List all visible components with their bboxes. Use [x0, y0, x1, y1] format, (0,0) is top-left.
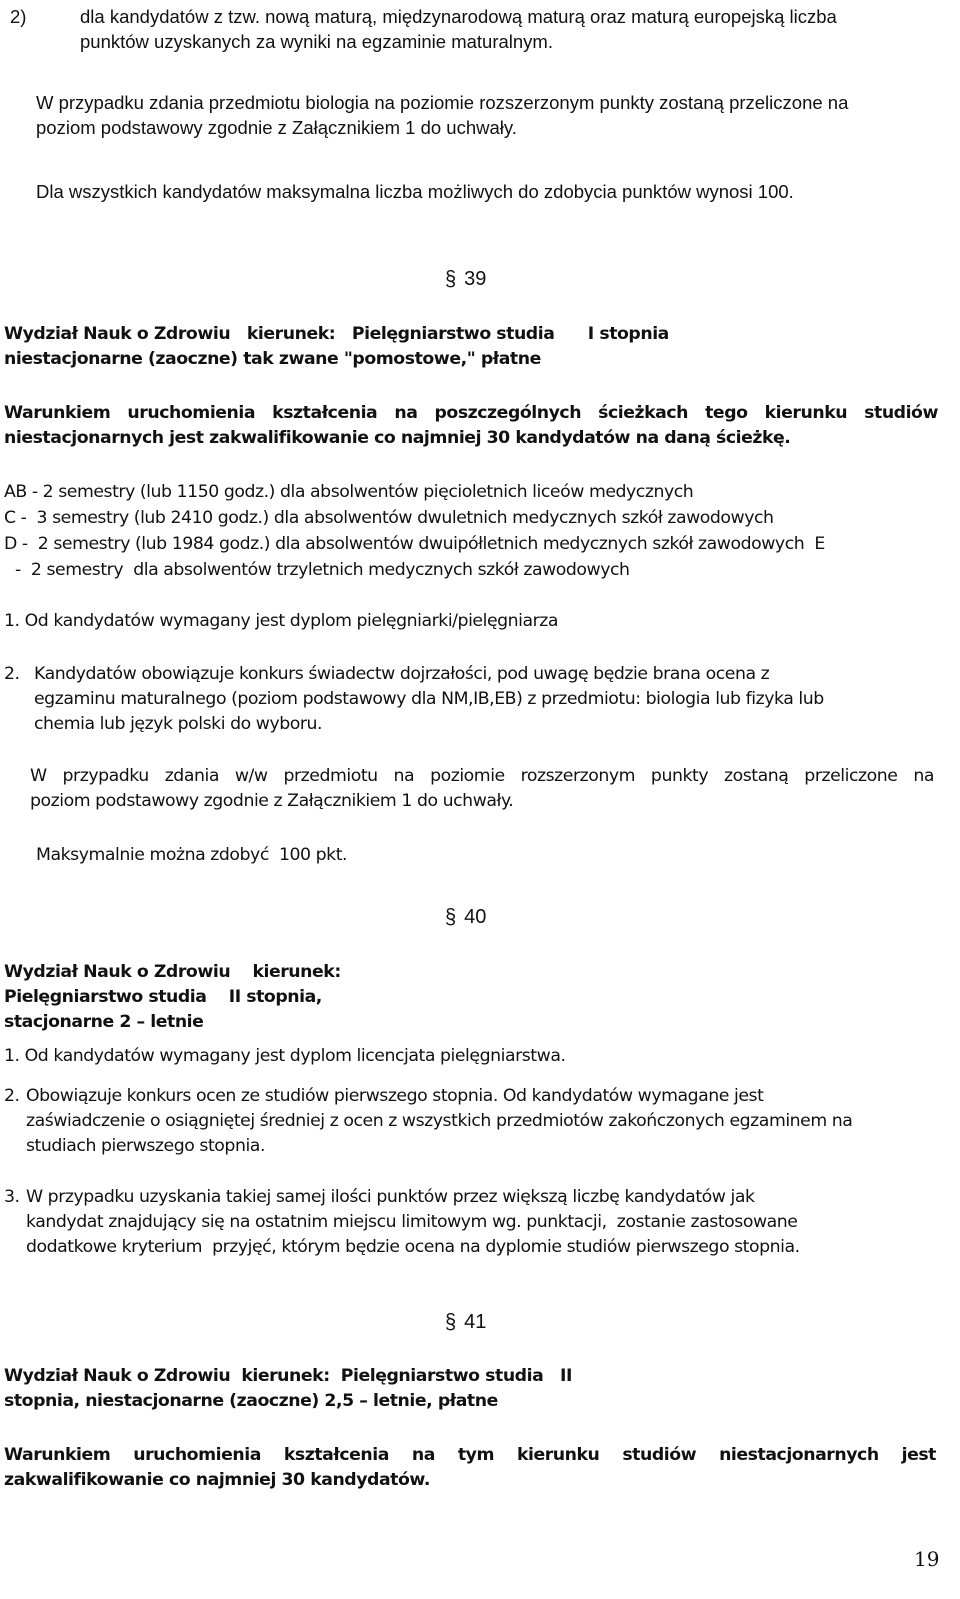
section-40-point-2	[4, 1084, 940, 1159]
section-number: 41	[464, 1311, 487, 1333]
conversion-line-1: W przypadku zdania w/w przedmiotu na poziomie rozszerzonym punkty zostaną przeliczone na	[30, 766, 934, 786]
path-e: - 2 semestry dla absolwentów trzyletnich medycznych szkół zawodowych	[10, 560, 630, 580]
point-2-line-1: Kandydatów obowiązuje konkurs świadectw dojrzałości, pod uwagę będzie brana ocena z	[34, 664, 770, 684]
section-40-heading	[4, 960, 425, 1035]
point-3-number: 3.	[4, 1187, 20, 1207]
section-41-heading	[4, 1364, 664, 1414]
heading-line-1: Wydział Nauk o Zdrowiu kierunek: Pielęgniarstwo studia I stopnia	[4, 324, 669, 344]
condition-line-2: zakwalifikowanie co najmniej 30 kandydatów.	[4, 1470, 430, 1490]
biology-note-line-1: W przypadku zdania przedmiotu biologia na poziomie rozszerzonym punkty zostaną przeliczone na	[36, 92, 849, 113]
point-2-number: 2.	[4, 1086, 20, 1106]
section-39-heading	[4, 322, 944, 372]
point-2-number: 2.	[4, 664, 20, 684]
point-3-line-2: kandydat znajdujący się na ostatnim miejscu limitowym wg. punktacji, zostanie zastosowane	[26, 1212, 798, 1232]
section-39-max-points: Maksymalnie można zdobyć 100 pkt.	[36, 845, 348, 865]
point-3-line-1: W przypadku uzyskania takiej samej ilości punktów przez większą liczbę kandydatów jak	[26, 1187, 755, 1207]
section-41-marker	[445, 1311, 486, 1334]
item-2	[10, 4, 938, 54]
section-39-marker	[445, 268, 486, 291]
path-d: D - 2 semestry (lub 1984 godz.) dla absolwentów dwuipółletnich medycznych szkół zawodowych E	[4, 534, 825, 554]
conversion-line-2: poziom podstawowy zgodnie z Załącznikiem 1 do uchwały.	[30, 791, 514, 811]
point-2-line-3: studiach pierwszego stopnia.	[26, 1136, 265, 1156]
point-2-line-2: egzaminu maturalnego (poziom podstawowy dla NM,IB,EB) z przedmiotu: biologia lub fizyka lub	[34, 689, 824, 709]
section-39-point-2	[4, 662, 944, 737]
heading-line-2: niestacjonarne (zaoczne) tak zwane "pomostowe," płatne	[4, 349, 541, 369]
path-ab: AB - 2 semestry (lub 1150 godz.) dla absolwentów pięcioletnich liceów medycznych	[4, 482, 694, 502]
section-41-condition	[4, 1443, 936, 1493]
heading-line-2: Pielęgniarstwo studia II stopnia,	[4, 987, 322, 1007]
page-number: 19	[914, 1547, 940, 1571]
section-number: 40	[464, 906, 487, 928]
heading-line-3: stacjonarne 2 – letnie	[4, 1012, 204, 1032]
section-39-point-1: 1. Od kandydatów wymagany jest dyplom pielęgniarki/pielęgniarza	[4, 611, 559, 631]
condition-line-2: niestacjonarnych jest zakwalifikowanie co najmniej 30 kandydatów na daną ścieżkę.	[4, 428, 791, 448]
section-symbol-icon: §	[445, 267, 457, 291]
heading-line-1: Wydział Nauk o Zdrowiu kierunek:	[4, 962, 341, 982]
item-2-number: 2)	[10, 6, 27, 27]
biology-note-line-2: poziom podstawowy zgodnie z Załącznikiem 1 do uchwały.	[36, 117, 517, 138]
point-2-line-2: zaświadczenie o osiągniętej średniej z ocen z wszystkich przedmiotów zakończonych egzaminem na	[26, 1111, 853, 1131]
heading-line-1: Wydział Nauk o Zdrowiu kierunek: Pielęgniarstwo studia II	[4, 1366, 572, 1386]
point-3-line-3: dodatkowe kryterium przyjęć, którym będzie ocena na dyplomie studiów pierwszego stopnia.	[26, 1237, 800, 1257]
section-40-point-1: 1. Od kandydatów wymagany jest dyplom licencjata pielęgniarstwa.	[4, 1046, 566, 1066]
section-39-paths	[4, 479, 825, 583]
max-points-note: Dla wszystkich kandydatów maksymalna liczba możliwych do zdobycia punktów wynosi 100.	[36, 181, 794, 202]
section-40-marker	[445, 906, 486, 929]
item-2-line-2: punktów uzyskanych za wyniki na egzaminie maturalnym.	[80, 31, 553, 52]
section-39-condition	[4, 401, 938, 451]
biology-note	[36, 90, 940, 140]
section-40-point-3	[4, 1185, 940, 1260]
condition-line-1: Warunkiem uruchomienia kształcenia na tym kierunku studiów niestacjonarnych jest	[4, 1445, 936, 1465]
point-2-line-3: chemia lub język polski do wyboru.	[34, 714, 323, 734]
section-39-conversion-note	[30, 764, 934, 814]
heading-line-2: stopnia, niestacjonarne (zaoczne) 2,5 – letnie, płatne	[4, 1391, 498, 1411]
section-number: 39	[464, 268, 487, 290]
section-symbol-icon: §	[445, 905, 457, 929]
condition-line-1: Warunkiem uruchomienia kształcenia na poszczególnych ścieżkach tego kierunku studiów	[4, 403, 938, 423]
section-symbol-icon: §	[445, 1310, 457, 1334]
path-c: C - 3 semestry (lub 2410 godz.) dla absolwentów dwuletnich medycznych szkół zawodowych	[4, 508, 774, 528]
point-2-line-1: Obowiązuje konkurs ocen ze studiów pierwszego stopnia. Od kandydatów wymagane jest	[26, 1086, 764, 1106]
item-2-line-1: dla kandydatów z tzw. nową maturą, międzynarodową maturą oraz maturą europejską liczba	[80, 6, 837, 27]
